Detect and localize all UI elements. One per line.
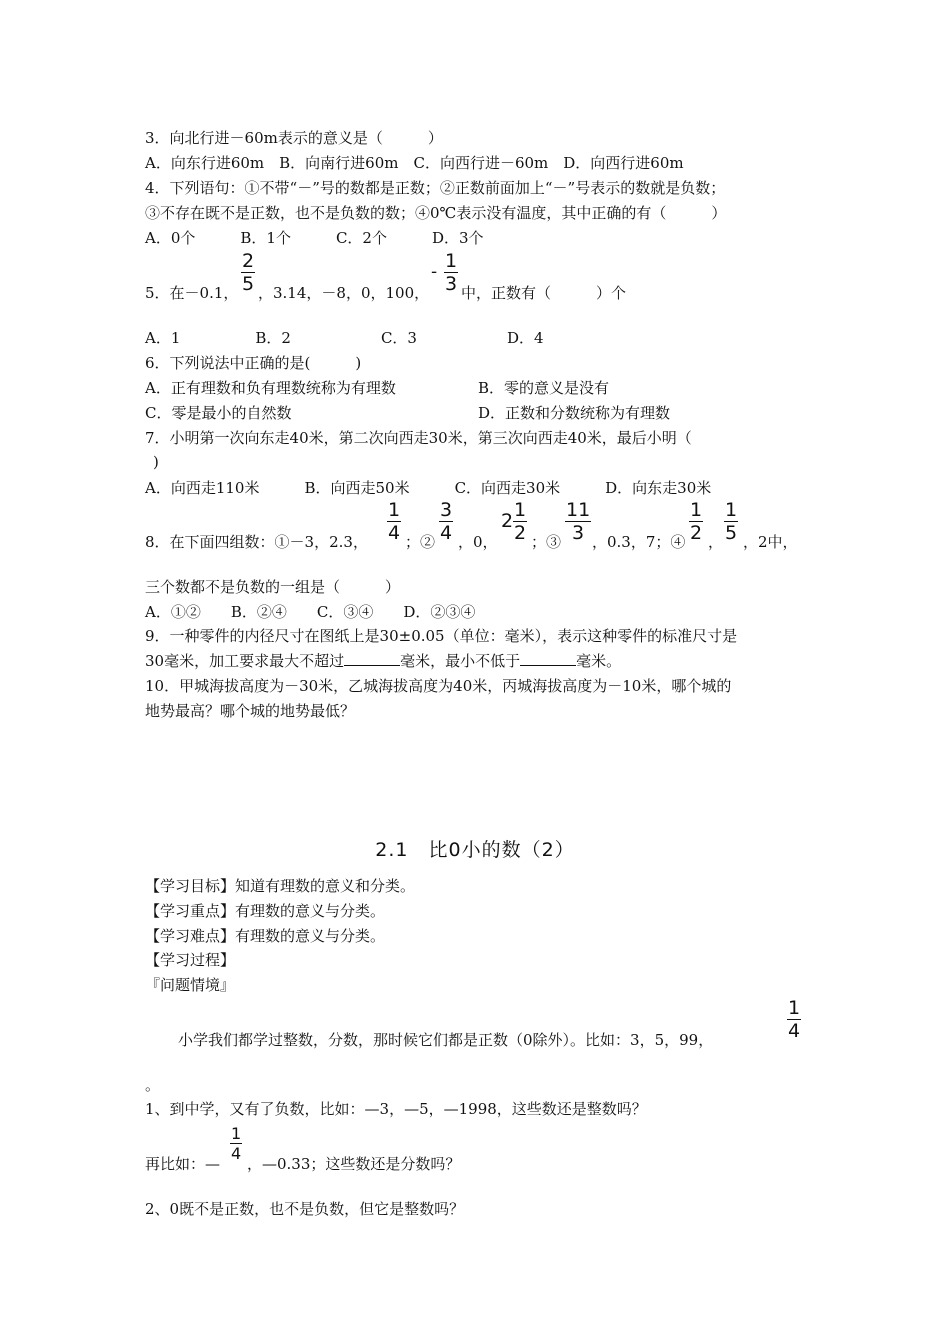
learning-focus: 【学习重点】有理数的意义与分类。 [145,902,386,920]
fraction-denominator: 5 [242,273,255,295]
item-1b-fraction [230,1124,242,1163]
fraction-denominator: 4 [388,522,401,544]
q4-line2: ③不存在既不是正数，也不是负数的数；④0℃表示没有温度，其中正确的有（ ） [145,204,727,222]
q8-part6: ， [708,533,724,551]
q7-options: A．向西走110米 B．向西走50米 C．向西走30米 D．向东走30米 [145,479,712,497]
section-title: 2.1 比0小的数（2） [375,839,575,861]
q4-line1: 4．下列语句：①不带“－”号的数都是正数；②正数前面加上“－”号表示的数就是负数； [145,179,726,197]
problem-situation: 『问题情境』 [145,976,236,994]
q5-suffix: 中，正数有（ ）个 [461,284,627,302]
q8-part5: ，0.3，7；④ [592,533,686,551]
fraction-numerator: 11 [566,499,591,521]
item-2: 2、0既不是正数，也不是负数，但它是整数吗？ [145,1200,465,1218]
fraction-denominator: 3 [572,522,585,544]
q10-line1: 10．甲城海拔高度为－30米，乙城海拔高度为40米，丙城海拔高度为－10米，哪个城的 [145,677,732,695]
fraction-numerator: 2 [242,250,255,272]
q8-part1: 8．在下面四组数：①－3，2.3， [145,533,368,551]
q5-fraction-2 [444,250,458,295]
q8-fraction-1 [387,499,401,544]
q6-option-c: C．零是最小的自然数 [145,404,292,422]
q7-line2: ) [153,453,159,471]
fraction-denominator: 4 [788,1020,801,1042]
q5-fraction-1 [241,250,255,295]
intro-end: 。 [145,1076,161,1094]
learning-difficulty: 【学习难点】有理数的意义与分类。 [145,927,386,945]
q6-stem: 6．下列说法中正确的是( ) [145,354,362,372]
q8-line2: 三个数都不是负数的一组是（ ） [145,578,401,596]
fraction-numerator: 1 [231,1124,242,1143]
fraction-numerator: 3 [440,499,453,521]
q5-prefix: 5．在－0.1， [145,284,239,302]
fraction-denominator: 5 [725,522,738,544]
fraction-denominator: 2 [514,522,527,544]
q5-neg-sign: - [431,262,438,282]
q8-part2: ；② [405,533,436,551]
q8-whole-number: 2 [501,510,514,532]
q6-option-d: D．正数和分数统称为有理数 [478,404,671,422]
fraction-denominator: 4 [440,522,453,544]
q9-line2 [145,651,621,671]
q8-fraction-5 [689,499,703,544]
fraction-numerator: 1 [690,499,703,521]
q6-option-a: A．正有理数和负有理数统称为有理数 [145,379,396,397]
learning-goal: 【学习目标】知道有理数的意义和分类。 [145,877,416,895]
q8-fraction-6 [724,499,738,544]
item-1b-prefix: 再比如：— [145,1155,221,1173]
fraction-numerator: 1 [788,997,801,1019]
fraction-denominator: 4 [231,1144,242,1163]
item-1: 1、到中学，又有了负数，比如：—3，—5，—1998，这些数还是整数吗？ [145,1100,647,1118]
q9-text-c: 毫米。 [576,652,622,670]
q5-options: A．1 B．2 C．3 D．4 [145,329,544,347]
q9-blank-max[interactable] [344,651,400,666]
q9-line1: 9．一种零件的内径尺寸在图纸上是30±0.05（单位：毫米），表示这种零件的标准尺寸是 [145,627,738,645]
fraction-numerator: 1 [514,499,527,521]
fraction-denominator: 2 [690,522,703,544]
q9-blank-min[interactable] [520,651,576,666]
q3-options: A．向东行进60m B．向南行进60m C．向西行进－60m D．向西行进60m [145,154,684,172]
q8-part7: ，2中， [743,533,798,551]
fraction-numerator: 1 [725,499,738,521]
fraction-numerator: 1 [445,250,458,272]
fraction-denominator: 3 [445,273,458,295]
q10-line2: 地势最高？哪个城的地势最低？ [145,702,356,720]
q8-part3: ，0， [458,533,498,551]
q8-part4: ；③ [531,533,562,551]
q8-fraction-3 [513,499,527,544]
q9-text-a: 30毫米，加工要求最大不超过 [145,652,345,670]
q8-fraction-4 [565,499,591,544]
q5-middle: ，3.14，－8，0，100， [258,284,430,302]
q4-options: A．0个 B．1个 C．2个 D．3个 [145,229,484,247]
intro-fraction [787,997,801,1042]
q6-option-b: B．零的意义是没有 [478,379,610,397]
q7-line1: 7．小明第一次向东走40米，第二次向西走30米，第三次向西走40米，最后小明（ [145,429,692,447]
fraction-numerator: 1 [388,499,401,521]
q8-options: A．①② B．②④ C．③④ D．②③④ [145,603,476,621]
learning-process: 【学习过程】 [145,951,236,969]
q8-fraction-2 [439,499,453,544]
item-1b-suffix: ，—0.33；这些数还是分数吗？ [247,1155,461,1173]
intro-text: 小学我们都学过整数，分数，那时候它们都是正数（0除外）。比如：3，5，99， [178,1031,714,1049]
q9-text-b: 毫米，最小不低于 [400,652,521,670]
q3-stem: 3．向北行进－60m表示的意义是（ ） [145,129,443,147]
